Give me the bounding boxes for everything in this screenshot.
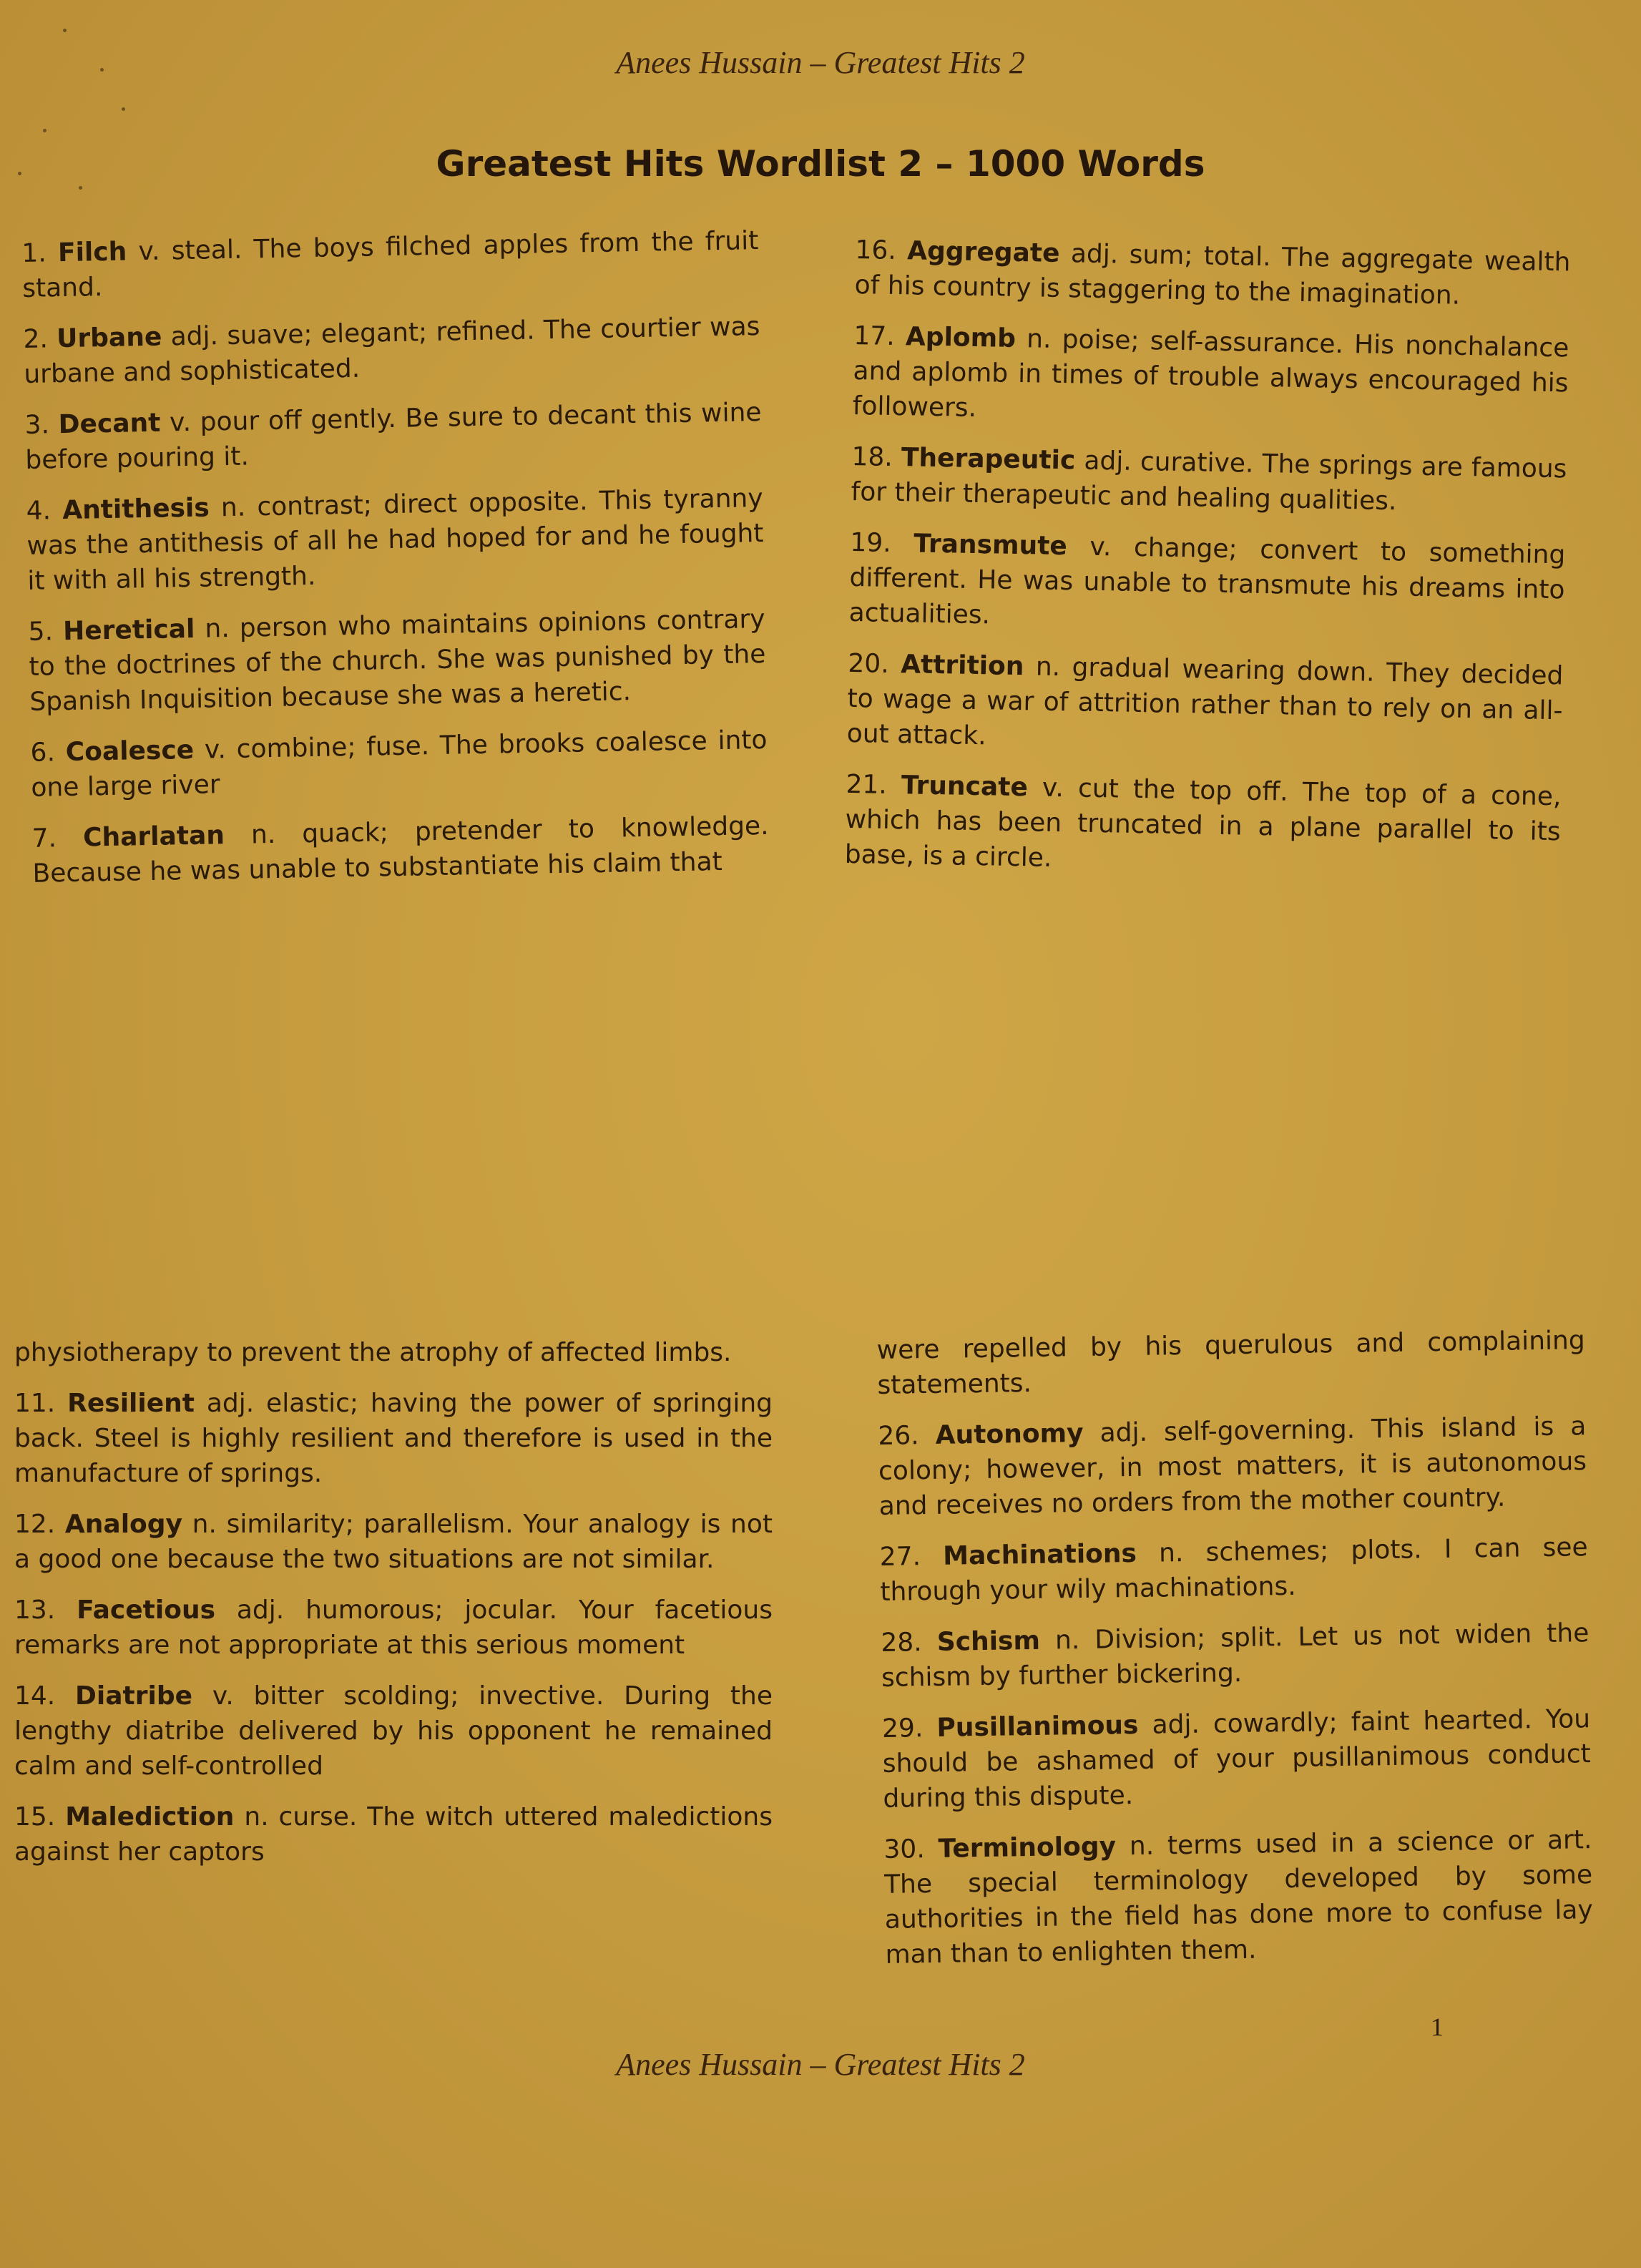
entry-number: 20. xyxy=(848,648,890,679)
entry-definition: n. Division; split. Let us not widen the schism by further bickering. xyxy=(881,1618,1589,1693)
word-entry xyxy=(883,1822,1594,1973)
entry-definition: v. change; convert to something different. He was unable to transmute his dreams into actualities. xyxy=(848,532,1566,630)
word-entry xyxy=(851,439,1567,522)
cutoff-line xyxy=(14,1315,773,1331)
entry-word: Antithesis xyxy=(62,493,210,526)
entry-word: Filch xyxy=(57,237,127,268)
entry-word: Resilient xyxy=(67,1389,195,1418)
entry-definition: adj. self-governing. This island is a colony; however, in most matters, it is autonomous and receives no orders from the mother country. xyxy=(878,1412,1587,1521)
entry-number: 14. xyxy=(14,1681,56,1711)
entry-word: Charlatan xyxy=(82,821,225,853)
entry-definition: n. person who maintains opinions contrary to the doctrines of the church. She was punished by the Spanish Inquisition because she was a heretic. xyxy=(29,604,766,717)
entry-number: 5. xyxy=(28,617,54,647)
entry-word: Terminology xyxy=(938,1832,1117,1864)
entry-definition: v. cut the top off. The top of a cone, which has been truncated in a plane parallel to its base, is a circle. xyxy=(844,773,1562,873)
word-entry xyxy=(23,309,761,392)
speck xyxy=(18,172,21,175)
word-entry xyxy=(28,602,766,720)
word-entry xyxy=(21,223,760,306)
entry-word: Decant xyxy=(58,408,161,440)
entry-number: 12. xyxy=(14,1510,56,1539)
entry-definition: n. similarity; parallelism. Your analogy is not a good one because the two situations are not similar. xyxy=(14,1510,773,1574)
word-entry xyxy=(852,318,1569,436)
entry-definition: v. combine; fuse. The brooks coalesce into one large river xyxy=(31,725,768,803)
entry-number: 16. xyxy=(855,235,897,265)
word-entry xyxy=(31,808,770,891)
page-number: 1 xyxy=(1431,2013,1444,2041)
entry-word: Urbane xyxy=(56,322,162,354)
word-entry xyxy=(14,1799,773,1869)
entry-definition: v. steal. The boys filched apples from the fruit stand. xyxy=(21,226,759,303)
entry-word: Aplomb xyxy=(905,322,1017,353)
word-entry xyxy=(26,481,764,599)
entry-word: Truncate xyxy=(901,771,1029,803)
column-top-left xyxy=(21,223,770,907)
entry-definition: v. bitter scolding; invective. During the lengthy diatribe delivered by his opponent he remained calm and self-controlled xyxy=(14,1681,773,1781)
entry-word: Attrition xyxy=(900,650,1024,682)
speck xyxy=(122,107,125,111)
word-entry xyxy=(846,646,1563,763)
entry-number: 28. xyxy=(881,1628,922,1658)
word-entry xyxy=(881,1616,1589,1696)
entry-number: 19. xyxy=(850,527,892,558)
entry-definition: n. contrast; direct opposite. This tyranny was the antithesis of all he had hoped for and he fought it with all his strength. xyxy=(26,483,764,596)
word-entry xyxy=(848,525,1565,642)
entry-word: Diatribe xyxy=(75,1681,193,1711)
entry-number: 6. xyxy=(30,738,56,768)
entry-number: 21. xyxy=(846,769,888,800)
column-top-right xyxy=(844,233,1571,900)
entry-number: 1. xyxy=(21,238,47,268)
entry-definition: adj. suave; elegant; refined. The courtier was urbane and sophisticated. xyxy=(24,312,760,389)
entry-definition: n. quack; pretender to knowledge. Because he was unable to substantiate his claim that xyxy=(32,811,769,889)
entry-number: 18. xyxy=(851,441,893,472)
running-header: Anees Hussain – Greatest Hits 2 xyxy=(616,45,1025,80)
entry-number: 15. xyxy=(14,1802,56,1832)
entry-definition: adj. cowardly; faint hearted. You should be ashamed of your pusillanimous conduct during this dispute. xyxy=(882,1704,1591,1814)
word-entry xyxy=(878,1409,1587,1524)
entry-number: 11. xyxy=(14,1389,56,1418)
word-entry xyxy=(879,1530,1588,1610)
entry-word: Pusillanimous xyxy=(936,1710,1139,1743)
entry-definition: adj. elastic; having the power of springing back. Steel is highly resilient and therefore is used in the manufacture of springs. xyxy=(14,1389,773,1488)
entry-number: 2. xyxy=(23,324,49,354)
entry-word: Heretical xyxy=(62,614,195,647)
entry-definition: adj. humorous; jocular. Your facetious remarks are not appropriate at this serious moment xyxy=(14,1595,773,1660)
entry-definition: n. curse. The witch uttered maledictions against her captors xyxy=(14,1802,773,1867)
column-bottom-right xyxy=(876,1303,1594,1988)
word-entry xyxy=(14,1386,773,1491)
entry-number: 13. xyxy=(14,1595,56,1625)
entry-number: 27. xyxy=(879,1542,921,1572)
running-footer: Anees Hussain – Greatest Hits 2 xyxy=(616,2047,1025,2082)
speck xyxy=(100,68,104,72)
entry-word: Facetious xyxy=(77,1595,215,1625)
entry-word: Autonomy xyxy=(935,1418,1084,1450)
word-entry xyxy=(844,767,1561,884)
page-title: Greatest Hits Wordlist 2 – 1000 Words xyxy=(436,143,1205,185)
entry-word: Machinations xyxy=(942,1538,1137,1571)
entry-number: 7. xyxy=(31,823,57,854)
word-entry xyxy=(882,1701,1592,1817)
entry-definition: adj. curative. The springs are famous for their therapeutic and healing qualities. xyxy=(851,446,1567,517)
entry-word: Aggregate xyxy=(906,236,1060,268)
entry-number: 29. xyxy=(881,1714,924,1744)
entry-number: 17. xyxy=(853,321,896,351)
entry-word: Schism xyxy=(936,1626,1041,1657)
word-entry xyxy=(14,1593,773,1663)
entry-number: 30. xyxy=(883,1834,926,1864)
entry-word: Analogy xyxy=(64,1510,183,1539)
speck xyxy=(43,129,46,132)
entry-number: 3. xyxy=(24,410,50,440)
word-entry xyxy=(14,1507,773,1577)
entry-definition: n. schemes; plots. I can see through your wily machinations. xyxy=(880,1533,1588,1607)
entry-word: Coalesce xyxy=(65,735,195,768)
continued-fragment: were repelled by his querulous and complaining statements. xyxy=(876,1326,1585,1400)
entry-word: Transmute xyxy=(913,529,1068,562)
column-bottom-left xyxy=(14,1315,773,1885)
entry-number: 26. xyxy=(878,1421,919,1451)
entry-definition: n. gradual wearing down. They decided to wage a war of attrition rather than to rely on an all-out attack. xyxy=(846,652,1564,751)
entry-definition: adj. sum; total. The aggregate wealth of his country is staggering to the imagination. xyxy=(854,239,1571,311)
word-entry xyxy=(854,233,1571,315)
entry-definition: n. poise; self-assurance. His nonchalance and aplomb in times of trouble always encouraged his followers. xyxy=(852,324,1569,423)
word-entry xyxy=(30,723,768,806)
entry-number: 4. xyxy=(26,496,52,526)
entry-definition: n. terms used in a science or art. The special terminology developed by some authorities in the field has done more to confuse lay man than to enlighten them. xyxy=(883,1825,1594,1970)
entry-word: Malediction xyxy=(65,1802,235,1832)
speck xyxy=(79,186,82,190)
word-entry xyxy=(14,1678,773,1784)
entry-definition: v. pour off gently. Be sure to decant this wine before pouring it. xyxy=(25,397,762,475)
word-entry xyxy=(24,395,763,478)
entry-word: Therapeutic xyxy=(901,443,1076,476)
speck xyxy=(63,29,67,32)
continued-fragment: physiotherapy to prevent the atrophy of affected limbs. xyxy=(14,1338,732,1367)
